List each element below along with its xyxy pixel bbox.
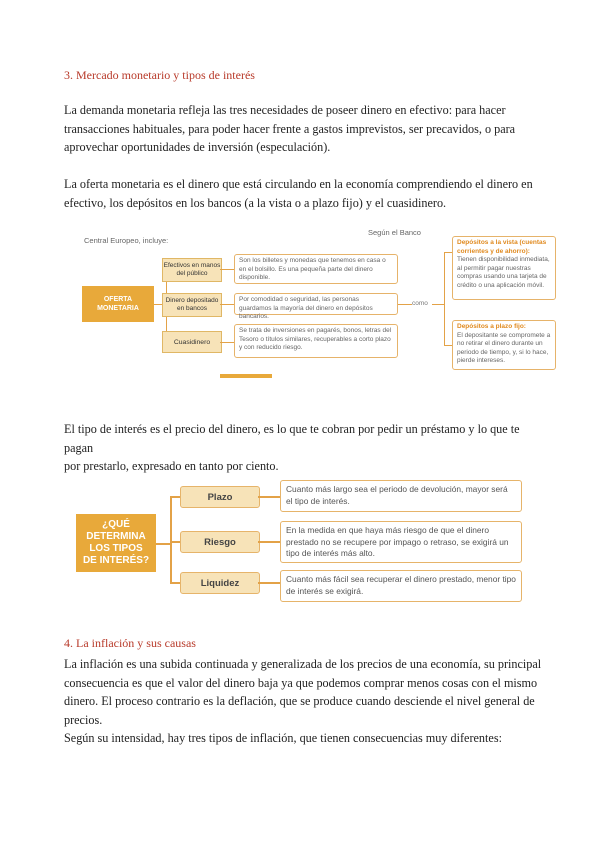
money-supply-diagram <box>60 222 560 382</box>
text-line: consecuencia es que el valor del dinero baja ya que podemos comprar menos cosas con el mismo <box>64 675 538 690</box>
text-line: La oferta monetaria es el dinero que está circulando en la economía comprendiendo el dinero en <box>64 177 533 191</box>
text-line: La inflación es una subida continuada y generalizada de los precios de una economía, su principal <box>64 657 542 671</box>
paragraph-interest <box>64 420 544 476</box>
cuasidinero-desc: Se trata de inversiones en pagarés, bonos, letras del Tesoro o títulos similares, recuperables a corto plazo y con reducido riesgo. <box>234 324 398 358</box>
text-line: efectivo, los depósitos en los bancos (a la vista o a plazo fijo) y el cuasidinero. <box>64 195 447 210</box>
text-line: transacciones habituales, para poder hacer frente a gastos imprevistos, ser precavidos, o para <box>64 121 516 136</box>
factor-riesgo: Riesgo <box>180 531 260 553</box>
section-heading: 4. La inflación y sus causas <box>64 636 196 650</box>
depositos-vista-desc: Tienen disponibilidad inmediata, al permitir pagar nuestras compras usando una tarjeta de crédito o una aplicación móvil. <box>457 256 550 289</box>
depositos-plazo-title: Depósitos a plazo fijo: <box>457 323 526 330</box>
text-line: por prestarlo, expresado en tanto por ciento. <box>64 459 279 473</box>
interest-factors-diagram <box>70 476 530 606</box>
connector-line <box>170 496 172 582</box>
como-label: como <box>412 300 428 307</box>
diagram-caption-left: Central Europeo, incluye: <box>84 236 169 245</box>
efectivo-desc: Son los billetes y monedas que tenemos en casa o en el bolsillo. Es una pequeña parte del dinero disponible. <box>234 254 398 284</box>
section-heading: 3. Mercado monetario y tipos de interés <box>64 68 255 82</box>
connector-line <box>220 269 234 270</box>
factor-liquidez-desc: Cuanto más fácil sea recuperar el dinero prestado, menor tipo de interés se exigirá. <box>280 570 522 602</box>
connector-line <box>220 342 234 343</box>
connector-line <box>220 304 234 305</box>
paragraph-inflation <box>64 655 544 748</box>
cuasidinero-box: Cuasidinero <box>162 331 222 353</box>
connector-line <box>398 304 412 305</box>
text-line: Según su intensidad, hay tres tipos de inflación, que tienen consecuencias muy diferentes: <box>64 731 502 745</box>
paragraph-demand <box>64 101 544 157</box>
connector-line <box>444 252 452 253</box>
text-line: La demanda monetaria refleja las tres necesidades de poseer dinero en efectivo: para hacer <box>64 103 506 117</box>
decorative-bar <box>220 374 272 378</box>
depositos-plazo-desc: El depositante se compromete a no retirar el dinero durante un periodo de tiempo, y, si lo hace, pierde intereses. <box>457 331 551 364</box>
connector-line <box>170 582 180 584</box>
text-line: El tipo de interés es el precio del dinero, es lo que te cobran por pedir un préstamo y lo que te pagan <box>64 422 520 455</box>
connector-line <box>444 345 452 346</box>
factor-plazo: Plazo <box>180 486 260 508</box>
connector-line <box>258 541 280 543</box>
connector-line <box>258 496 280 498</box>
connector-line <box>258 582 280 584</box>
connector-line <box>444 252 445 346</box>
text-line: dinero. El proceso contrario es la deflación, que se produce cuando desciende el nivel general de <box>64 694 535 708</box>
factor-plazo-desc: Cuanto más largo sea el periodo de devolución, mayor será el tipo de interés. <box>280 480 522 512</box>
question-box: ¿QUÉ DETERMINA LOS TIPOS DE INTERÉS? <box>76 514 156 572</box>
diagram-caption-right: Según el Banco <box>368 228 421 237</box>
depositos-vista-box <box>452 236 556 300</box>
factor-riesgo-desc: En la medida en que haya más riesgo de que el dinero prestado no se recupere por impago o retraso, se exigirá un tipo de interés más alto. <box>280 521 522 563</box>
connector-line <box>170 496 180 498</box>
oferta-monetaria-box: OFERTA MONETARIA <box>82 286 154 322</box>
depositos-plazo-box <box>452 320 556 370</box>
efectivo-box: Efectivos en manos del público <box>162 258 222 282</box>
depositos-vista-title: Depósitos a la vista (cuentas corrientes y de ahorro): <box>457 239 547 255</box>
connector-line <box>432 304 444 305</box>
connector-line <box>170 541 180 543</box>
text-line: precios. <box>64 712 103 727</box>
dinero-depositado-box: Dinero depositado en bancos <box>162 293 222 317</box>
text-line: aprovechar oportunidades de inversión (especulación). <box>64 140 331 154</box>
factor-liquidez: Liquidez <box>180 572 260 594</box>
dinero-depositado-desc: Por comodidad o seguridad, las personas guardamos la mayoría del dinero en depósitos bancarios. <box>234 293 398 315</box>
paragraph-supply <box>64 175 544 212</box>
connector-line <box>156 543 170 545</box>
